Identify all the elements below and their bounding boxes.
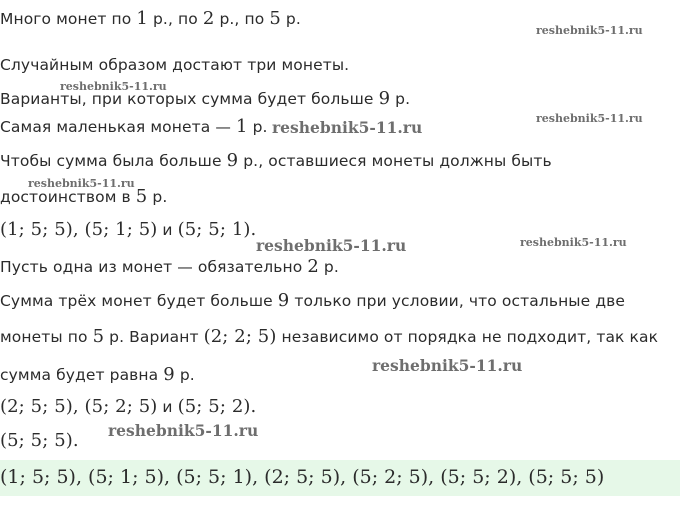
math-expression: (5; 5; 5).: [0, 430, 79, 451]
math-expression: (2; 5; 5), (5; 2; 5): [0, 396, 158, 417]
watermark: reshebnik5-11.ru: [60, 80, 167, 93]
math-line-12: [0, 396, 256, 417]
text-segment: и: [157, 398, 178, 416]
math-number: 5: [269, 8, 281, 29]
text-line-5: [0, 150, 552, 171]
text-segment: р. Вариант: [104, 328, 204, 346]
math-number: 5: [92, 326, 105, 347]
watermark: reshebnik5-11.ru: [256, 236, 407, 255]
math-expression: (2; 2; 5): [203, 326, 277, 347]
text-segment: Варианты, при которых сумма будет больше: [0, 90, 379, 108]
watermark: reshebnik5-11.ru: [520, 236, 627, 249]
math-expression: (5; 5; 2).: [177, 396, 257, 417]
math-number: 9: [163, 364, 175, 385]
text-segment: Сумма трёх монет будет больше: [0, 292, 278, 310]
text-segment: р., по: [214, 10, 270, 28]
text-segment: только при условии, что остальные две: [289, 292, 626, 310]
math-number: 2: [307, 256, 319, 277]
text-segment: р.: [247, 118, 268, 136]
text-line-4: [0, 116, 268, 137]
math-line-7: [0, 219, 256, 240]
math-expression: (5; 5; 1).: [177, 219, 257, 240]
text-segment: достоинством в: [0, 188, 136, 206]
math-number: 5: [135, 186, 148, 207]
text-segment: р.: [318, 258, 339, 276]
text-segment: Самая маленькая монета —: [0, 118, 237, 136]
text-segment: р.: [174, 366, 195, 384]
text-segment: р.: [280, 10, 301, 28]
math-number: 9: [226, 150, 239, 171]
math-number: 2: [202, 8, 215, 29]
text-segment: монеты по: [0, 328, 93, 346]
text-line-8: [0, 256, 339, 277]
text-segment: р.: [147, 188, 168, 206]
watermark: reshebnik5-11.ru: [372, 356, 523, 375]
text-segment: р., по: [147, 10, 203, 28]
text-line-9: [0, 290, 625, 311]
text-segment: сумма будет равна: [0, 366, 164, 384]
text-segment: Много монет по: [0, 10, 137, 28]
watermark: reshebnik5-11.ru: [108, 421, 259, 440]
watermark: reshebnik5-11.ru: [536, 24, 643, 37]
math-number: 1: [236, 116, 248, 137]
math-expression: (1; 5; 5), (5; 1; 5): [0, 219, 158, 240]
math-line-13: [0, 430, 79, 451]
math-number: 1: [136, 8, 148, 29]
text-line-2: [0, 56, 349, 74]
watermark: reshebnik5-11.ru: [28, 177, 135, 190]
text-line-1: [0, 8, 301, 29]
watermark: reshebnik5-11.ru: [272, 118, 423, 137]
math-number: 9: [277, 290, 290, 311]
text-segment: независимо от порядка не подходит, так как: [276, 328, 659, 346]
answer-box: [0, 460, 680, 496]
math-number: 9: [378, 88, 391, 109]
text-segment: Чтобы сумма была больше: [0, 152, 227, 170]
text-segment: Пусть одна из монет — обязательно: [0, 258, 308, 276]
watermark: reshebnik5-11.ru: [536, 112, 643, 125]
text-segment: р., оставшиеся монеты должны быть: [238, 152, 552, 170]
text-line-11: [0, 364, 195, 385]
text-segment: р.: [390, 90, 411, 108]
text-segment: Случайным образом достают три монеты.: [0, 56, 350, 74]
text-line-10: [0, 326, 658, 347]
text-segment: и: [157, 221, 178, 239]
answer-expression: (1; 5; 5), (5; 1; 5), (5; 5; 1), (2; 5; 5), (5; 2; 5), (5; 5; 2), (5; 5; 5): [0, 466, 605, 488]
